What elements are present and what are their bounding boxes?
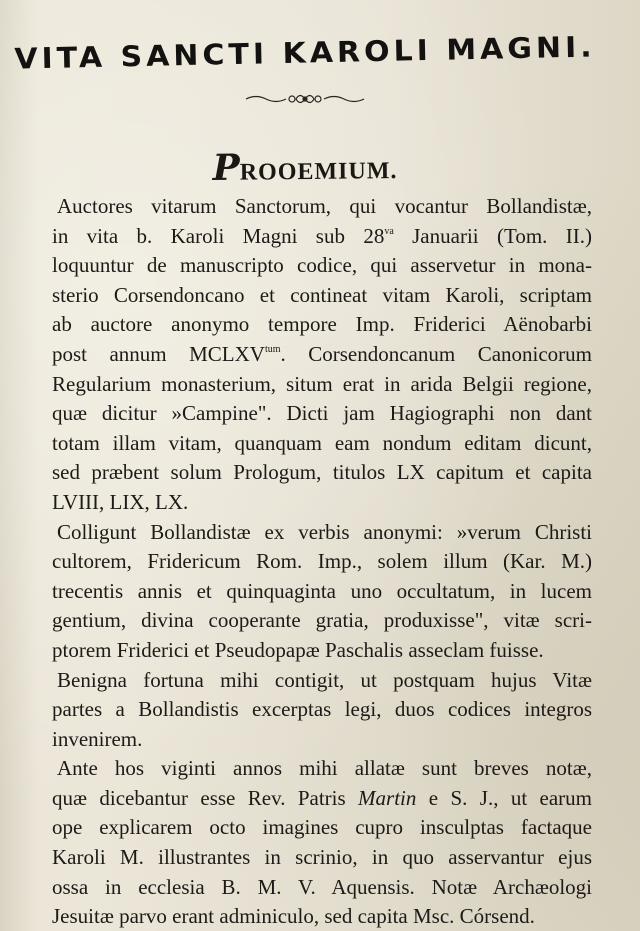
- text-segment: sed præbent solum Prologum, titulos LX capitum et capita: [52, 460, 592, 485]
- text-line: [52, 666, 592, 696]
- text-line: [52, 577, 592, 607]
- text-line: [52, 725, 592, 755]
- text-segment: ptorem Friderici et Pseudopapæ Paschalis asseclam fuisse.: [52, 637, 544, 662]
- text-line: [52, 340, 592, 370]
- text-line: [52, 370, 592, 400]
- text-segment: . Corsendoncanum Canonicorum: [280, 341, 592, 366]
- text-segment: loquuntur de manuscripto codice, qui asservetur in mona-: [52, 253, 592, 278]
- text-line: [52, 843, 592, 873]
- text-segment: Auctores vitarum Sanctorum, qui vocantur Bollandistæ,: [57, 194, 592, 218]
- text-segment: Ante hos viginti annos mihi allatæ sunt breves notæ,: [57, 756, 592, 781]
- superscript-suffix: va: [384, 225, 394, 237]
- text-segment: post annum MCLXV: [52, 341, 265, 366]
- text-segment: Benigna fortuna mihi contigit, ut postquam hujus Vitæ: [57, 667, 592, 692]
- text-segment: Regularium monasterium, situm erat in arida Belgii regione,: [52, 371, 592, 396]
- text-line: [52, 281, 592, 311]
- text-line: [52, 251, 592, 281]
- text-segment: Karoli M. illustrantes in scrinio, in quo asservantur ejus: [52, 845, 592, 870]
- text-line: [52, 873, 592, 903]
- text-segment: ope explicarem octo imagines cupro insculptas factaque: [52, 815, 592, 840]
- text-segment: invenirem.: [52, 726, 143, 751]
- text-segment: gentium, divina cooperante gratia, produxisse", vitæ scri-: [52, 608, 592, 633]
- text-segment: LVIII, LIX, LX.: [52, 489, 189, 514]
- text-segment: ossa in ecclesia B. M. V. Aquensis. Notæ Archæologi: [52, 874, 592, 899]
- text-line: [52, 813, 592, 843]
- text-line: [52, 695, 592, 725]
- text-line: [52, 310, 592, 340]
- text-segment: Colligunt Bollandistæ ex verbis anonymi: »verum Christi: [57, 519, 592, 544]
- text-line: [52, 488, 592, 518]
- text-segment: Jesuitæ parvo erant adminiculo, sed capita Msc. Córsend.: [52, 904, 535, 929]
- text-segment: quæ dicebantur esse Rev. Patris: [52, 785, 359, 810]
- text-line: [52, 636, 592, 666]
- text-segment: cultorem, Fridericum Rom. Imp., solem illum (Kar. M.): [52, 549, 592, 574]
- superscript-suffix: tum: [264, 343, 281, 355]
- text-line: [52, 784, 592, 814]
- text-segment: in vita b. Karoli Magni sub 28: [52, 223, 385, 248]
- text-line: [52, 458, 592, 488]
- text-segment: sterio Corsendoncano et contineat vitam Karoli, scriptam: [52, 282, 592, 307]
- text-segment: totam illam vitam, quanquam eam nondum editam dicunt,: [52, 430, 592, 455]
- text-segment: partes a Bollandistis excerptas legi, duos codices integros: [52, 697, 592, 722]
- text-line: [52, 399, 592, 429]
- page-title: VITA SANCTI KAROLI MAGNI.: [14, 30, 596, 77]
- text-line: [52, 754, 592, 784]
- text-line: [52, 547, 592, 577]
- text-line: [52, 222, 592, 252]
- text-line: [52, 192, 592, 222]
- text-segment: ab auctore anonymo tempore Imp. Friderici Aënobarbi: [52, 312, 592, 337]
- text-segment: quæ dicitur »Campine". Dicti jam Hagiographi non dant: [52, 401, 592, 426]
- italic-name: Martin: [358, 785, 417, 810]
- body-text: [52, 192, 592, 931]
- floral-rule-ornament-icon: [244, 88, 366, 108]
- text-segment: e S. J., ut earum: [416, 785, 592, 810]
- text-line: [52, 902, 592, 931]
- text-line: [52, 606, 592, 636]
- section-heading: [0, 143, 610, 191]
- heading-initial: P: [212, 146, 240, 189]
- text-segment: trecentis annis et quinquaginta uno occultatum, in lucem: [52, 578, 592, 603]
- text-line: [52, 429, 592, 459]
- text-line: [52, 518, 592, 548]
- heading-rest: ROOEMIUM.: [239, 158, 398, 186]
- text-segment: Januarii (Tom. II.): [393, 223, 592, 248]
